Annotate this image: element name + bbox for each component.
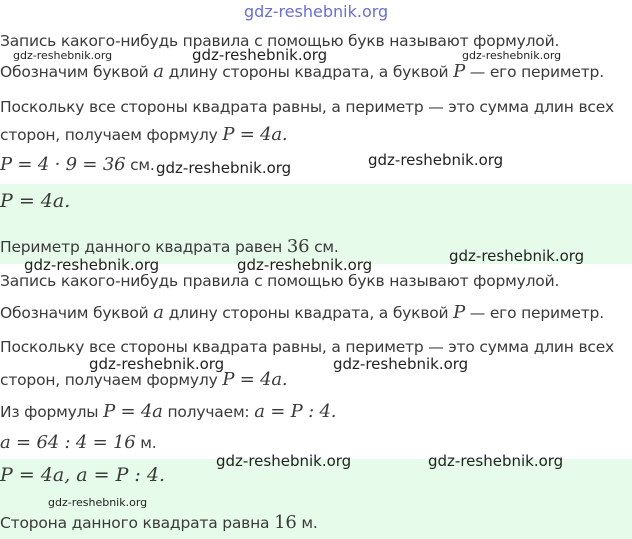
- notation-text-3: — его периметр.: [469, 304, 604, 322]
- answer-unit: м.: [301, 514, 318, 532]
- reasoning-line: Поскольку все стороны квадрата равны, а периметр — это сумма длин всех: [0, 98, 615, 116]
- calculation: P = 4 · 9 = 36: [0, 154, 126, 175]
- notation-text-1: Обозначим буквой: [0, 63, 149, 81]
- notation-text-2: длину стороны квадрата, а буквой: [168, 63, 449, 81]
- notation-text-3: — его периметр.: [469, 63, 604, 81]
- derivation-intro: Из формулы: [0, 403, 99, 421]
- calculation-line: [0, 432, 157, 453]
- calculation-unit: м.: [140, 434, 157, 452]
- calculation: a = 64 : 4 = 16: [0, 432, 136, 453]
- variable-p: P: [453, 302, 466, 323]
- answer-value: 16: [274, 512, 297, 533]
- answer-unit: см.: [314, 238, 339, 256]
- notation-line: [0, 61, 604, 82]
- watermark: gdz-reshebnik.org: [462, 49, 562, 62]
- answer-formula: P = 4a, a = P : 4.: [0, 464, 165, 486]
- answer-line: [0, 512, 318, 533]
- answer-value: 36: [286, 236, 310, 257]
- watermark: gdz-reshebnik.org: [192, 46, 328, 64]
- watermark: gdz-reshebnik.org: [13, 49, 113, 62]
- watermark: gdz-reshebnik.org: [24, 256, 160, 274]
- notation-text-2: длину стороны квадрата, а буквой: [168, 304, 449, 322]
- definition-line: Запись какого-нибудь правила с помощью букв называют формулой.: [0, 32, 560, 50]
- answer-formula: P = 4a.: [0, 190, 71, 212]
- formula: P = 4a.: [222, 369, 288, 390]
- calculation-unit: см.: [130, 156, 155, 174]
- watermark: gdz-reshebnik.org: [48, 496, 148, 509]
- formula-line: [0, 124, 287, 145]
- answer-text: Периметр данного квадрата равен: [0, 238, 283, 256]
- notation-text-1: Обозначим буквой: [0, 304, 149, 322]
- watermark: gdz-reshebnik.org: [237, 256, 373, 274]
- reasoning-line: Поскольку все стороны квадрата равны, а периметр — это сумма длин всех: [0, 338, 615, 356]
- watermark: gdz-reshebnik.org: [368, 151, 504, 169]
- watermark: gdz-reshebnik.org: [156, 159, 292, 177]
- watermark: gdz-reshebnik.org: [449, 247, 585, 265]
- definition-line: Запись какого-нибудь правила с помощью букв называют формулой.: [0, 272, 560, 290]
- site-header-watermark: gdz-reshebnik.org: [244, 2, 389, 21]
- derivation-text: получаем:: [167, 403, 250, 421]
- formula-intro: сторон, получаем формулу: [0, 126, 218, 144]
- variable-a: a: [153, 61, 164, 82]
- variable-a: a: [153, 302, 164, 323]
- answer-line: [0, 236, 339, 257]
- variable-p: P: [453, 61, 466, 82]
- watermark: gdz-reshebnik.org: [216, 452, 352, 470]
- watermark: gdz-reshebnik.org: [428, 452, 564, 470]
- derivation-line: [0, 401, 336, 422]
- derivation-formula-1: P = 4a: [103, 401, 163, 422]
- watermark: gdz-reshebnik.org: [333, 355, 469, 373]
- calculation-line: [0, 154, 155, 175]
- watermark: gdz-reshebnik.org: [89, 355, 225, 373]
- formula-intro: сторон, получаем формулу: [0, 371, 218, 389]
- formula: P = 4a.: [222, 124, 288, 145]
- notation-line: [0, 302, 604, 323]
- derivation-formula-2: a = P : 4.: [254, 401, 337, 422]
- answer-text: Сторона данного квадрата равна: [0, 514, 270, 532]
